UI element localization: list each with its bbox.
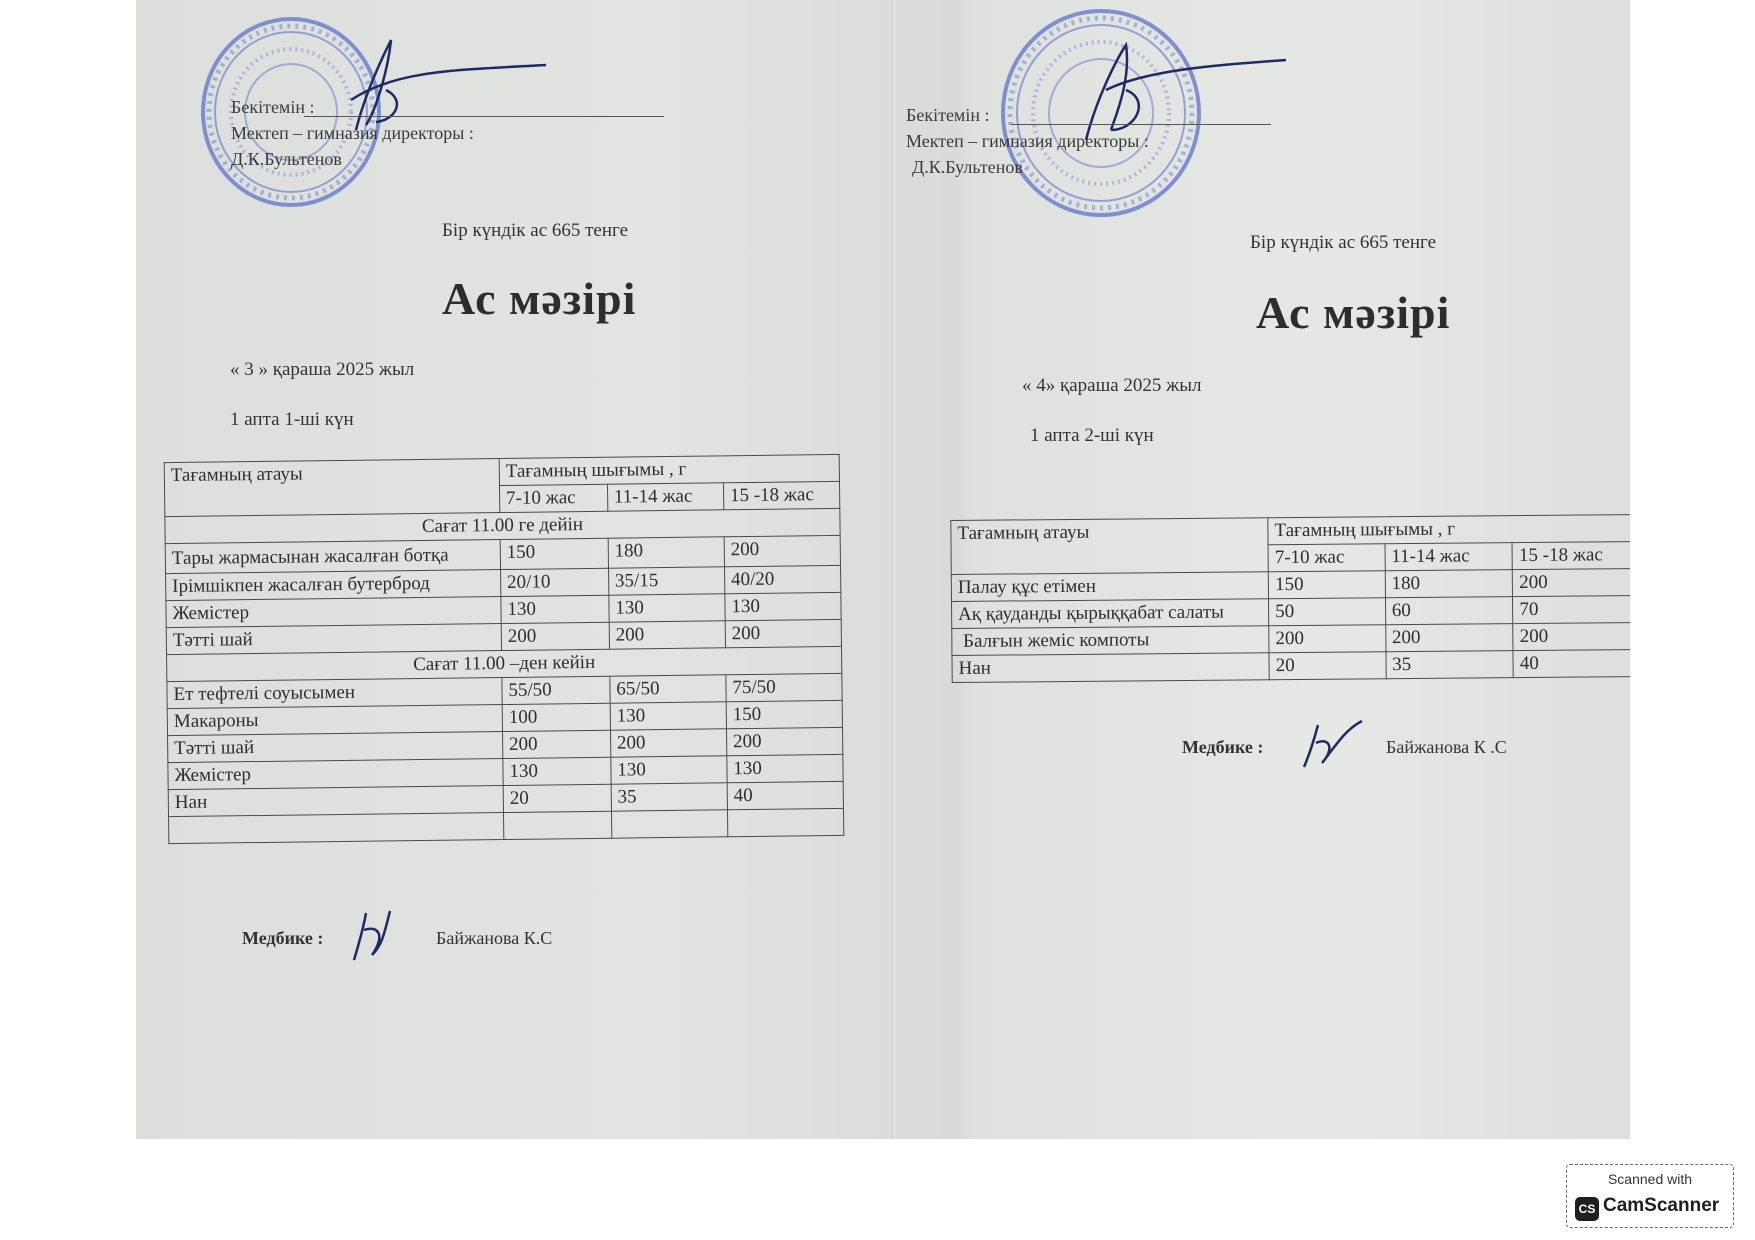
yield-value: 50 <box>1269 598 1386 626</box>
yield-value: 35 <box>1386 651 1514 679</box>
yield-value: 60 <box>1385 597 1513 625</box>
yield-value: 130 <box>725 592 841 620</box>
menu-week-day: 1 апта 1-ші күн <box>230 409 354 430</box>
menu-table <box>164 454 845 844</box>
header-dish-name: Тағамның атауы <box>951 518 1269 575</box>
yield-value: 200 <box>1513 568 1630 596</box>
nurse-name: Байжанова К.С <box>436 928 553 948</box>
nurse-name: Байжанова К .С <box>1386 737 1507 757</box>
approval-line-1: Бекітемін : <box>231 97 315 117</box>
table-row <box>952 649 1630 682</box>
dish-name: Тары жармасынан жасалған ботқа <box>165 540 500 574</box>
header-yield: Тағамның шығымы , г <box>1268 514 1630 544</box>
header-age: 15 -18 жас <box>1512 541 1630 569</box>
signature-icon <box>1296 715 1366 775</box>
camscanner-brand: CamScanner <box>1603 1195 1720 1216</box>
header-age: 15 -18 жас <box>723 481 839 509</box>
yield-value <box>611 810 727 838</box>
yield-value: 200 <box>1513 622 1630 650</box>
daily-price: Бір күндік ас 665 тенге <box>442 220 629 241</box>
approval-line-2: Мектеп – гимназия директоры : <box>906 131 1149 151</box>
menu-week-day: 1 апта 2-ші күн <box>1030 425 1154 446</box>
yield-value: 100 <box>502 703 610 731</box>
yield-value: 20/10 <box>500 568 608 596</box>
yield-value: 200 <box>1269 625 1386 653</box>
menu-date: « 4» қараша 2025 жыл <box>1022 375 1202 396</box>
yield-value: 200 <box>726 727 842 755</box>
header-age: 7-10 жас <box>1268 544 1385 572</box>
dish-name: Ет тефтелі соуысымен <box>167 678 502 709</box>
yield-value: 20 <box>1269 652 1386 680</box>
dish-name: Нан <box>168 786 503 817</box>
yield-value: 150 <box>726 700 842 728</box>
approval-underline <box>1011 124 1271 125</box>
yield-value: 200 <box>502 730 610 758</box>
dish-name: Ірімшікпен жасалған бутерброд <box>166 570 501 601</box>
yield-value: 150 <box>500 538 608 569</box>
scanned-with-label: Scanned with <box>1607 1171 1693 1187</box>
dish-name: Нан <box>952 653 1269 683</box>
section-title: Сағат 11.00 ге дейін <box>165 508 840 543</box>
nurse-label: Медбике : <box>242 928 324 948</box>
approval-line-3: Д.К.Бультенов <box>231 149 342 169</box>
dish-name: Жемістер <box>166 597 501 628</box>
page-title: Ас мәзірі <box>442 273 637 324</box>
yield-value: 200 <box>724 535 840 566</box>
yield-value <box>503 811 611 839</box>
dish-name: Тәтті шай <box>168 732 503 763</box>
yield-value: 75/50 <box>726 673 842 701</box>
yield-value: 130 <box>611 756 727 784</box>
section-title: Сағат 11.00 –ден кейін <box>167 646 842 681</box>
scanned-page <box>136 0 1630 1139</box>
yield-value: 20 <box>503 784 611 812</box>
dish-name: Жемістер <box>168 759 503 790</box>
yield-value: 70 <box>1513 595 1630 623</box>
header-yield: Тағамның шығымы , г <box>499 454 839 485</box>
dish-name <box>169 813 504 844</box>
yield-value: 180 <box>608 537 724 568</box>
yield-value: 200 <box>501 622 609 650</box>
header-age: 11-14 жас <box>1385 543 1513 571</box>
camscanner-logo-icon: CS <box>1575 1197 1599 1221</box>
dish-name: Палау құс етімен <box>951 572 1268 602</box>
menu-date: « 3 » қараша 2025 жыл <box>230 359 415 380</box>
yield-value: 130 <box>503 757 611 785</box>
yield-value: 130 <box>501 595 609 623</box>
header-age: 7-10 жас <box>499 484 607 512</box>
nurse-label: Медбике : <box>1182 737 1264 757</box>
yield-value: 35/15 <box>608 567 724 595</box>
dish-name: Ақ қауданды қырыққабат салаты <box>952 599 1269 629</box>
dish-name: Макароны <box>167 705 502 736</box>
approval-block <box>906 102 1149 180</box>
yield-value: 130 <box>609 594 725 622</box>
approval-line-1: Бекітемін : <box>906 105 990 125</box>
dish-name: Балғын жеміс компоты <box>952 626 1269 656</box>
camscanner-badge <box>1566 1164 1734 1228</box>
yield-value: 35 <box>611 783 727 811</box>
yield-value: 130 <box>727 754 843 782</box>
yield-value: 40 <box>1513 649 1630 677</box>
approval-underline <box>304 116 664 117</box>
yield-value: 200 <box>609 621 725 649</box>
yield-value: 200 <box>1385 624 1513 652</box>
header-dish-name: Тағамның атауы <box>164 459 500 517</box>
yield-value: 200 <box>610 729 726 757</box>
signature-icon <box>342 905 402 967</box>
approval-line-2: Мектеп – гимназия директоры : <box>231 123 474 143</box>
yield-value: 150 <box>1268 571 1385 599</box>
yield-value: 40 <box>727 781 843 809</box>
daily-price: Бір күндік ас 665 тенге <box>1250 232 1437 253</box>
yield-value: 55/50 <box>502 676 610 704</box>
page-title: Ас мәзірі <box>1256 287 1451 338</box>
menu-document-day1 <box>136 0 896 1139</box>
yield-value: 180 <box>1385 570 1513 598</box>
approval-line-3: Д.К.Бультенов <box>912 157 1023 177</box>
yield-value: 200 <box>725 619 841 647</box>
menu-document-day2 <box>896 0 1630 1139</box>
approval-block <box>231 94 474 172</box>
yield-value: 65/50 <box>610 675 726 703</box>
yield-value: 130 <box>610 702 726 730</box>
menu-table <box>950 514 1630 683</box>
header-age: 11-14 жас <box>607 483 723 511</box>
yield-value: 40/20 <box>724 565 840 593</box>
yield-value <box>727 808 843 836</box>
dish-name: Тәтті шай <box>166 624 501 655</box>
